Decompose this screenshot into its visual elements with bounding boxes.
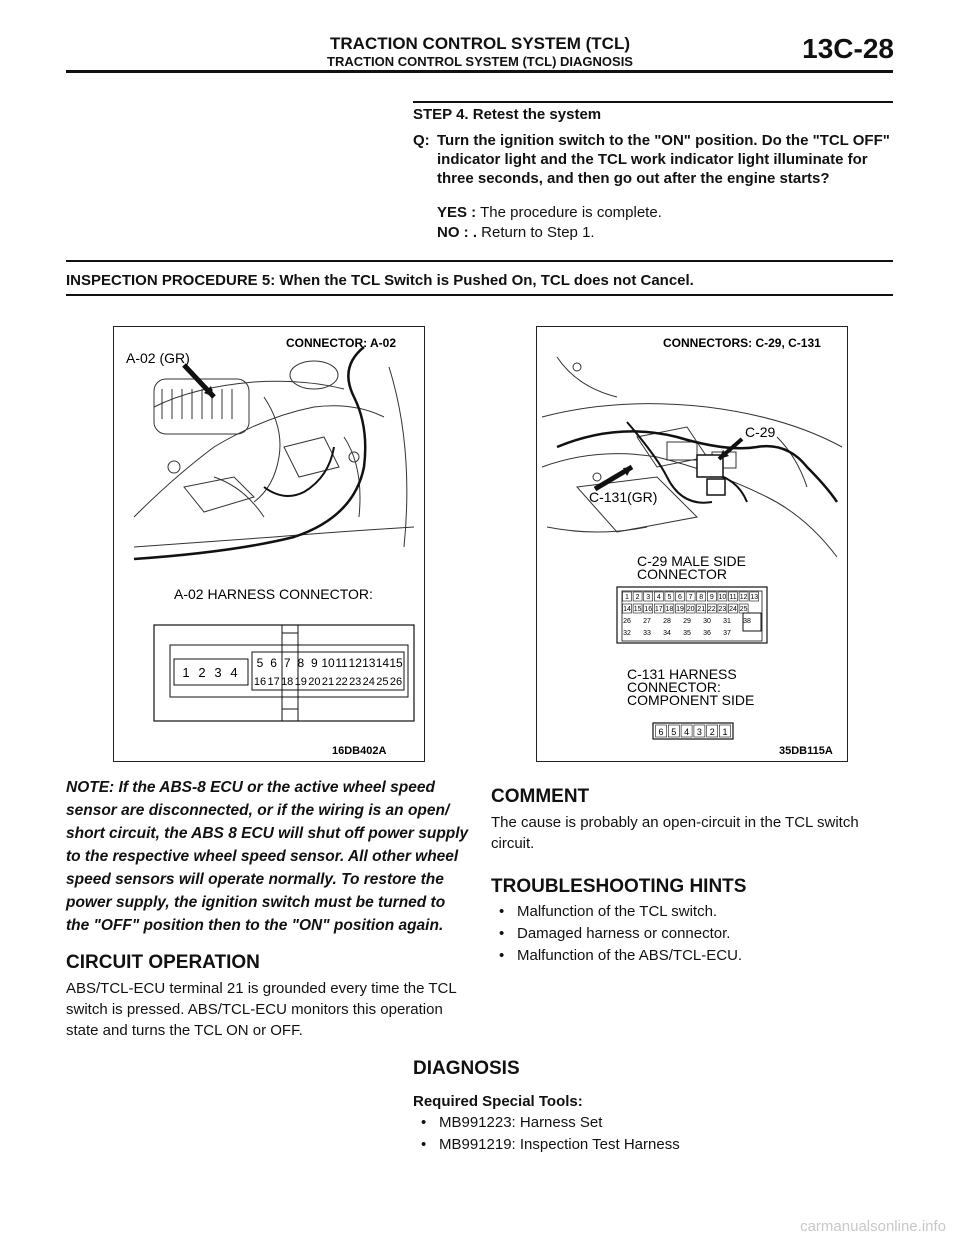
a02-connector-label: A-02 HARNESS CONNECTOR: (174, 586, 373, 602)
connector-pin-label: 27 (643, 618, 651, 625)
connector-pin-label: 20 (308, 676, 321, 688)
connector-pin-label: 22 (707, 606, 716, 613)
connector-pin-label: 24 (362, 676, 375, 688)
page-header-title: TRACTION CONTROL SYSTEM (TCL) (330, 34, 630, 53)
figure-connectors-c29-c131 (536, 326, 848, 762)
dashboard-illustration (537, 327, 847, 761)
connector-pin-label: 33 (643, 630, 651, 637)
connector-pin-label: 16 (644, 606, 653, 613)
connector-pin-label: 1 (722, 727, 728, 737)
connector-pin-label: 10 (321, 656, 335, 670)
c29-label-line1: C-29 MALE SIDE (637, 553, 746, 569)
inspection-rule-bottom (66, 294, 893, 296)
connector-pin-label: 1 (625, 594, 629, 601)
connector-pin-label: 17 (654, 606, 663, 613)
connector-pin-label: 12 (348, 656, 362, 670)
circuit-operation-heading: CIRCUIT OPERATION (66, 952, 260, 973)
figure-right-code: 35DB115A (779, 745, 833, 757)
connector-pin-label: 23 (349, 676, 362, 688)
troubleshooting-heading: TROUBLESHOOTING HINTS (491, 876, 747, 897)
inspection-title: INSPECTION PROCEDURE 5: When the TCL Switch is Pushed On, TCL does not Cancel. (66, 272, 694, 289)
connector-pin-label: 13 (362, 656, 376, 670)
connector-pin-label: 2 (635, 594, 640, 601)
connector-pin-label: 14 (623, 606, 631, 613)
connector-pin-label: 31 (723, 618, 731, 625)
callout-a02: A-02 (GR) (126, 350, 190, 366)
connector-pin-label: 9 (709, 594, 714, 601)
connector-pin-label: 18 (281, 676, 294, 688)
yes-label: YES : (437, 204, 477, 221)
c131-connector-diagram (653, 723, 733, 739)
connector-pin-label: 32 (623, 630, 631, 637)
connector-pin-label: 8 (699, 594, 704, 601)
a02-connector-diagram (154, 625, 414, 721)
yes-answer (437, 204, 662, 221)
figure-right-title: CONNECTORS: C-29, C-131 (663, 336, 821, 350)
connector-pin-label: 26 (623, 618, 631, 625)
connector-pin-label: 14 (375, 656, 390, 670)
connector-pin-label: 4 (684, 727, 690, 737)
connector-pin-label: 23 (718, 606, 727, 613)
connector-pin-label: 15 (389, 656, 403, 670)
callout-c131: C-131(GR) (589, 489, 658, 505)
comment-heading: COMMENT (491, 786, 590, 807)
connector-pin-label: 6 (658, 727, 664, 737)
watermark: carmanualsonline.info (800, 1218, 946, 1235)
question-text: Turn the ignition switch to the "ON" position. Do the "TCL OFF" indicator light and the TCL work indicator light illuminate for three seconds, and then go out after the engine starts? (437, 132, 890, 187)
connector-pin-label: 15 (633, 606, 642, 613)
connector-pin-label: 19 (676, 606, 684, 613)
connector-pin-label: 6 (678, 594, 682, 601)
connector-pin-label: 4 (230, 665, 238, 680)
comment-text: The cause is probably an open-circuit in the TCL switch circuit. (491, 814, 859, 852)
figure-left-title: CONNECTOR: A-02 (286, 336, 397, 350)
connector-pin-label: 2 (709, 727, 715, 737)
tools-heading: Required Special Tools: (413, 1093, 583, 1110)
circuit-operation-text: ABS/TCL-ECU terminal 21 is grounded every time the TCL switch is pressed. ABS/TCL-ECU monitors this operation state and turns the TCL ON or OFF. (66, 980, 457, 1039)
connector-pin-label: 7 (688, 594, 693, 601)
note-text: NOTE: If the ABS-8 ECU or the active wheel speed sensor are disconnected, or if the wiring is an open/ short circuit, the ABS 8 ECU will shut off power supply to the respective wheel speed sensor. All other wheel speed sensors will operate normally. To restore the power supply, the ignition switch must be turned to the "OFF" position then to the "ON" position again. (66, 779, 469, 934)
no-label: NO : . (437, 224, 477, 241)
connector-pin-label: 21 (697, 606, 706, 613)
connector-pin-label: 4 (656, 594, 661, 601)
connector-pin-label: 11 (335, 656, 348, 670)
connector-pin-label: 24 (729, 606, 737, 613)
connector-pin-label: 13 (750, 594, 759, 601)
tools-list (413, 1112, 893, 1156)
page-number: 13C-28 (802, 33, 894, 64)
connector-pin-label: 21 (321, 676, 335, 688)
connector-pin-label: 37 (723, 630, 731, 637)
no-text: Return to Step 1. (481, 224, 595, 241)
engine-bay-illustration (114, 327, 424, 761)
step-question (413, 131, 893, 188)
yes-text: The procedure is complete. (480, 204, 662, 221)
step-rule (413, 101, 893, 103)
connector-pin-label: 3 (646, 594, 651, 601)
list-item: • Malfunction of the ABS/TCL-ECU. (491, 945, 893, 967)
connector-pin-label: 30 (703, 618, 711, 625)
connector-pin-label: 28 (663, 618, 671, 625)
connector-pin-label: 12 (739, 594, 748, 601)
connector-pin-label: 10 (718, 594, 727, 601)
connector-pin-label: 5 (671, 727, 677, 737)
diagnosis-heading: DIAGNOSIS (413, 1058, 520, 1079)
connector-pin-label: 6 (270, 656, 277, 670)
connector-pin-label: 34 (663, 630, 671, 637)
connector-pin-label: 7 (283, 656, 291, 670)
step-heading: STEP 4. Retest the system (413, 106, 602, 123)
connector-pin-label: 22 (335, 676, 348, 688)
header-rule (66, 70, 893, 73)
figure-left-code: 16DB402A (332, 745, 387, 757)
connector-pin-label: 5 (256, 656, 264, 670)
connector-pin-label: 19 (294, 676, 307, 688)
no-answer (437, 224, 595, 241)
connector-pin-label: 38 (743, 618, 751, 625)
page-header-subtitle: TRACTION CONTROL SYSTEM (TCL) DIAGNOSIS (327, 54, 633, 69)
connector-pin-label: 25 (376, 676, 389, 688)
list-item: • MB991223: Harness Set (413, 1112, 893, 1134)
connector-pin-label: 3 (696, 727, 702, 737)
connector-pin-label: 17 (267, 676, 280, 688)
list-item: • Damaged harness or connector. (491, 923, 893, 945)
troubleshooting-list (491, 901, 893, 967)
connector-pin-label: 20 (686, 606, 695, 613)
connector-pin-label: 5 (667, 594, 672, 601)
connector-pin-label: 1 (182, 665, 190, 680)
connector-pin-label: 2 (198, 665, 206, 680)
question-label: Q: (413, 132, 430, 149)
connector-pin-label: 8 (297, 656, 305, 670)
c29-connector-diagram (617, 587, 767, 643)
c131-label-line3: COMPONENT SIDE (627, 692, 755, 708)
connector-pin-label: 16 (253, 676, 267, 688)
list-item: • Malfunction of the TCL switch. (491, 901, 893, 923)
connector-pin-label: 25 (739, 606, 748, 613)
inspection-rule-top (66, 260, 893, 262)
c131-label-line2: CONNECTOR: (627, 679, 721, 695)
connector-pin-label: 11 (729, 594, 737, 601)
connector-pin-label: 35 (683, 630, 691, 637)
c29-label-line2: CONNECTOR (637, 566, 727, 582)
connector-pin-label: 36 (703, 630, 711, 637)
connector-pin-label: 3 (214, 665, 222, 680)
connector-pin-label: 18 (665, 606, 674, 613)
connector-pin-label: 29 (683, 618, 691, 625)
figure-connector-a02 (113, 326, 425, 762)
connector-pin-label: 9 (311, 656, 318, 670)
list-item: • MB991219: Inspection Test Harness (413, 1134, 893, 1156)
connector-pin-label: 26 (389, 676, 403, 688)
c131-label-line1: C-131 HARNESS (627, 666, 737, 682)
callout-c29: C-29 (745, 424, 776, 440)
